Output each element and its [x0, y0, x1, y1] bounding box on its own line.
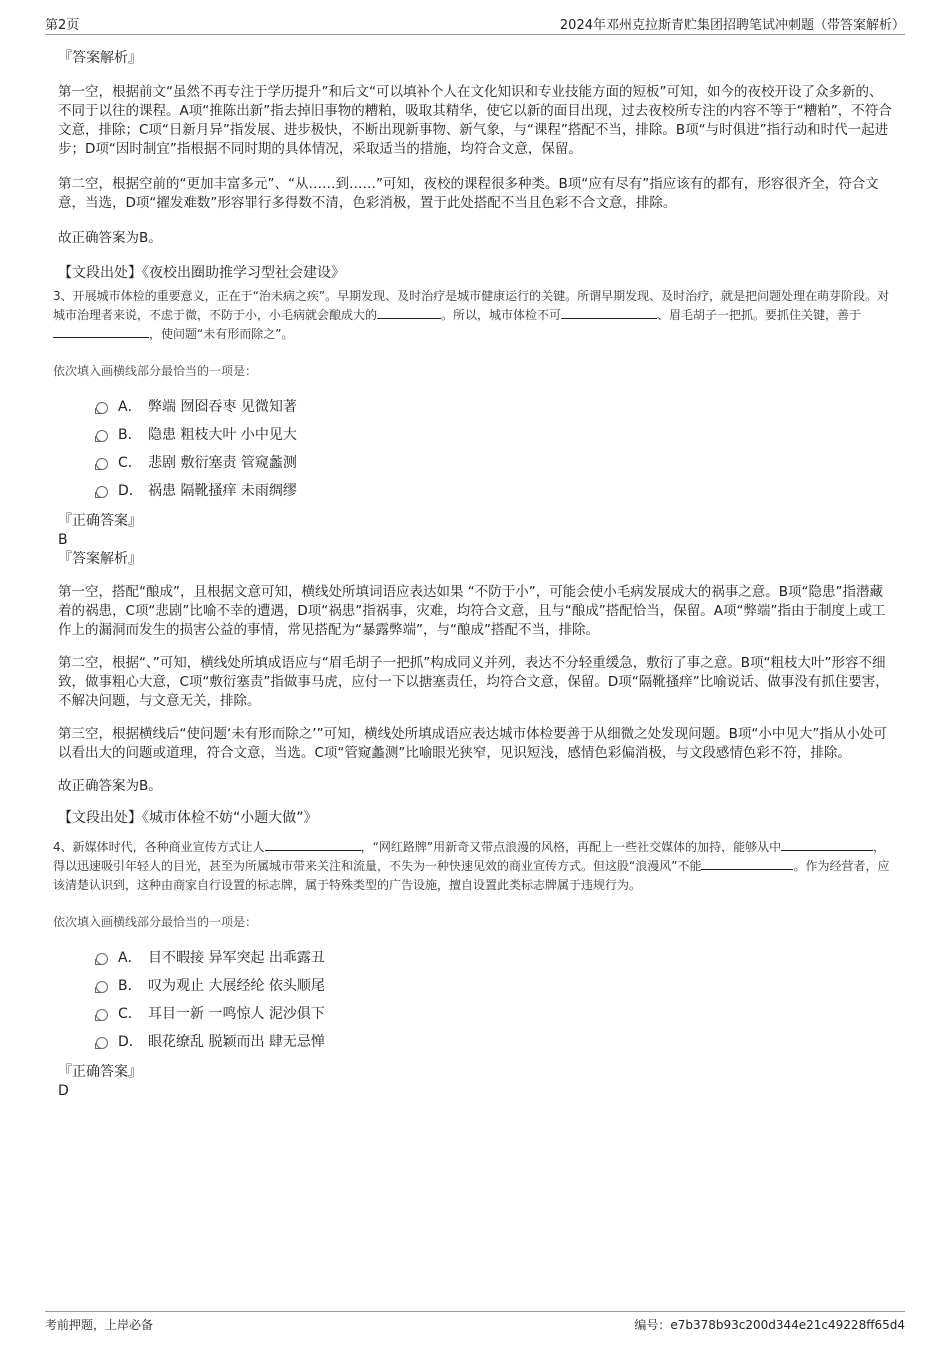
q4-answer: D: [58, 1083, 69, 1099]
q3-conclusion: 故正确答案为B。: [58, 778, 162, 794]
q4-options: [96, 944, 894, 1056]
q3-analysis-label: 『答案解析』: [58, 551, 142, 567]
radio-icon[interactable]: [96, 486, 108, 498]
q4-prompt: 依次填入画横线部分最恰当的一项是：: [53, 915, 258, 929]
radio-icon[interactable]: [96, 981, 108, 993]
q3-stem: 3、开展城市体检的重要意义，正在于“治未病之疾”。早期发现、及时治疗是城市健康运行的关键。所谓早期发现、及时治疗，就是把问题处理在萌芽阶段。对城市治理者来说，不虑于微，不防于小，小毛病就会酿成大的 。所以，城市体检不可 、眉毛胡子一把抓。要抓住关键，善于，使问题“未有形而除之”。: [53, 289, 890, 341]
q3-analysis-p3: 第三空，根据横线后“使问题‘未有形而除之’”可知，横线处所填成语应表达城市体检要善于从细微之处发现问题。B项“小中见大”指从小处可以看出大的问题或道理，符合文意，当选。C项“管窥蠡测”比喻眼光狭窄，见识短浅，感情色彩偏消极，与文段感情色彩不符，排除。: [58, 726, 887, 761]
q3-option-c[interactable]: C． 悲剧 敷衍塞责 管窥蠡测: [96, 449, 894, 477]
q3-option-d[interactable]: D． 祸患 隔靴搔痒 未雨绸缪: [96, 477, 894, 505]
q4-option-b[interactable]: B． 叹为观止 大展经纶 依头顺尾: [96, 972, 894, 1000]
q3-blank-3[interactable]: [53, 325, 149, 338]
q3-analysis-p2: 第二空，根据“、”可知，横线处所填成语应与“眉毛胡子一把抓”构成同义并列，表达不分轻重缓急，敷衍了事之意。B项“粗枝大叶”形容不细致，做事粗心大意，C项“敷衍塞责”指做事马虎，应付一下以搪塞责任，均符合文意，保留。D项“隔靴搔痒”比喻说话、做事没有抓住要害，不解决问题，与文意无关，排除。: [58, 655, 889, 709]
q3-option-b[interactable]: B． 隐患 粗枝大叶 小中见大: [96, 421, 894, 449]
q2-analysis-p1: 第一空，根据前文“虽然不再专注于学历提升”和后文“可以填补个人在文化知识和专业技能方面的短板”可知，如今的夜校开设了众多新的、不同于以往的课程。A项“推陈出新”指去掉旧事物的糟粕，吸取其精华，使它以新的面目出现，过去夜校所专注的内容不等于“糟粕”，不符合文意，排除；C项“日新月异”指发展、进步极快，不断出现新事物、新气象，与“课程”搭配不当，排除。B项“与时俱进”指行动和时代一起进步；D项“因时制宜”指根据不同时期的具体情况，采取适当的措施，均符合文意，保留。: [58, 84, 892, 157]
page-header: [45, 14, 905, 35]
q4-blank-1[interactable]: [265, 838, 361, 851]
document-id: 编号：e7b378b93c200d344e21c49228ff65d4: [634, 1318, 905, 1332]
q4-blank-2[interactable]: [781, 838, 873, 851]
q3-correct-label: 『正确答案』: [58, 513, 142, 529]
radio-icon[interactable]: [96, 953, 108, 965]
q2-source: 【文段出处】《夜校出圈助推学习型社会建设》: [58, 265, 345, 281]
page-footer: [45, 1311, 905, 1334]
q4-correct-label: 『正确答案』: [58, 1064, 142, 1080]
footer-slogan: 考前押题，上岸必备: [45, 1318, 154, 1332]
radio-icon[interactable]: [96, 458, 108, 470]
radio-icon[interactable]: [96, 1009, 108, 1021]
q3-source: 【文段出处】《城市体检不妨“小题大做”》: [58, 810, 318, 826]
q2-conclusion: 故正确答案为B。: [58, 230, 162, 246]
radio-icon[interactable]: [96, 402, 108, 414]
q3-blank-2[interactable]: [561, 306, 657, 319]
main-content: [53, 46, 894, 1100]
q3-analysis-p1: 第一空，搭配“酿成”，且根据文意可知，横线处所填词语应表达如果 “不防于小”，可能会使小毛病发展成大的祸事之意。B项“隐患”指潜藏着的祸患，C项“悲剧”比喻不幸的遭遇，D项“祸患”指祸事，灾难，均符合文意，且与“酿成”搭配恰当，保留。A项“弊端”指由于制度上或工作上的漏洞而发生的损害公益的事情，常见搭配为“暴露弊端”，与“酿成”搭配不当，排除。: [58, 584, 886, 638]
q4-blank-3[interactable]: [701, 857, 793, 870]
q3-answer: B: [58, 532, 68, 548]
q3-options: [96, 393, 894, 505]
q2-analysis-label: 『答案解析』: [58, 50, 142, 66]
q4-option-c[interactable]: C． 耳目一新 一鸣惊人 泥沙俱下: [96, 1000, 894, 1028]
page-number: 第2页: [45, 18, 80, 33]
radio-icon[interactable]: [96, 430, 108, 442]
q4-stem: 4、新媒体时代，各种商业宣传方式让人 ，“网红路牌”用新奇又带点浪漫的风格，再配上一些社交媒体的加持，能够从中 ，得以迅速吸引年轻人的目光，甚至为所属城市带来关注和流量，不失为一种快速见效的商业宣传方式。但这股“浪漫风”不能 。作为经营者，应该清楚认识到，这种由商家自行设置的标志牌，属于特殊类型的广告设施，擅自设置此类标志牌属于违规行为。: [53, 840, 890, 892]
q3-option-a[interactable]: A． 弊端 囫囵吞枣 见微知著: [96, 393, 894, 421]
q2-analysis-p2: 第二空，根据空前的“更加丰富多元”、“从……到……”可知，夜校的课程很多种类。B项“应有尽有”指应该有的都有，形容很齐全，符合文意，当选，D项“擢发难数”形容罪行多得数不清，色彩消极，置于此处搭配不当且色彩不合文意，排除。: [58, 176, 879, 211]
document-title: 2024年邓州克拉斯青贮集团招聘笔试冲刺题（带答案解析）: [559, 18, 905, 33]
q3-blank-1[interactable]: [377, 306, 441, 319]
radio-icon[interactable]: [96, 1037, 108, 1049]
q4-option-d[interactable]: D． 眼花缭乱 脱颖而出 肆无忌惮: [96, 1028, 894, 1056]
q4-option-a[interactable]: A． 目不暇接 异军突起 出乖露丑: [96, 944, 894, 972]
q3-prompt: 依次填入画横线部分最恰当的一项是：: [53, 364, 258, 378]
